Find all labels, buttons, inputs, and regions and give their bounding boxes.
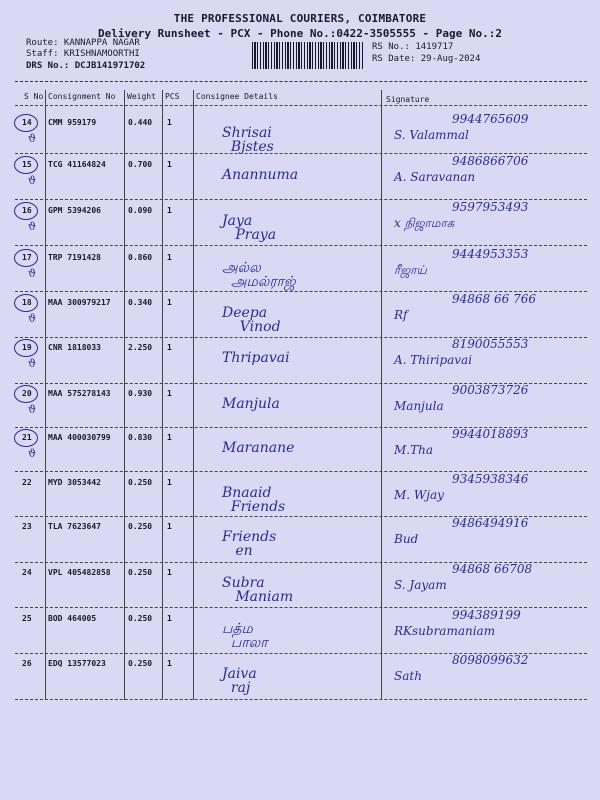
consignee-name: பத்ம பாலா <box>222 621 268 651</box>
signature: M. Wjay <box>394 488 444 502</box>
header-divider <box>15 81 587 82</box>
row-sno: 20 <box>22 389 32 398</box>
row-sno: 21 <box>22 433 32 442</box>
phone-number: 8190055553 <box>452 337 529 351</box>
row-weight: 0.340 <box>128 298 153 307</box>
signature: ரீஜாய் <box>394 263 427 277</box>
row-consignment-no: MAA 400030799 <box>48 433 111 442</box>
col-divider <box>45 90 46 700</box>
phone-number: 9003873726 <box>452 383 529 397</box>
row-consignment-no: CMM 959179 <box>48 118 97 127</box>
col-signature: Signature <box>386 95 430 104</box>
company-title: THE PROFESSIONAL COURIERS, COIMBATORE <box>173 12 427 25</box>
tick-mark: ϑ <box>28 267 36 280</box>
row-weight: 0.250 <box>128 478 153 487</box>
consignee-name: Manjula <box>222 396 280 412</box>
col-divider <box>193 90 194 700</box>
row-sno: 26 <box>22 659 32 668</box>
sno-circle-mark <box>14 339 38 357</box>
phone-number: 9345938346 <box>452 472 529 486</box>
phone-number: 9597953493 <box>452 200 529 214</box>
consignee-name: Anannuma <box>222 167 299 183</box>
signature: Sath <box>394 669 422 683</box>
row-weight: 0.700 <box>128 160 153 169</box>
consignee-name: Maranane <box>222 440 295 456</box>
row-consignment-no: GPM 5394206 <box>48 206 101 215</box>
row-consignment-no: MAA 300979217 <box>48 298 111 307</box>
row-weight: 0.440 <box>128 118 153 127</box>
row-pcs: 1 <box>167 614 172 623</box>
col-divider <box>162 90 163 700</box>
row-sno: 24 <box>22 568 32 577</box>
consignee-name: Shrisai Bjstes <box>222 125 274 155</box>
row-consignment-no: MAA 575278143 <box>48 389 111 398</box>
row-consignment-no: VPL 405482858 <box>48 568 111 577</box>
row-sno: 25 <box>22 614 32 623</box>
row-pcs: 1 <box>167 659 172 668</box>
phone-number: 9444953353 <box>452 247 529 261</box>
col-divider <box>124 90 125 700</box>
sno-circle-mark <box>14 385 38 403</box>
col-weight: Weight <box>127 92 156 101</box>
consignee-name: Bnaaid Friends <box>222 485 286 515</box>
row-pcs: 1 <box>167 389 172 398</box>
row-weight: 0.860 <box>128 253 153 262</box>
row-weight: 0.250 <box>128 568 153 577</box>
row-sno: 19 <box>22 343 32 352</box>
row-sno: 23 <box>22 522 32 531</box>
signature: RKsubramaniam <box>394 624 496 638</box>
sno-circle-mark <box>14 156 38 174</box>
consignee-name: Thripavai <box>222 350 290 366</box>
signature: Bud <box>394 532 419 546</box>
signature: Rf <box>394 308 408 322</box>
consignee-name: Jaya Praya <box>222 213 277 243</box>
row-pcs: 1 <box>167 433 172 442</box>
row-pcs: 1 <box>167 478 172 487</box>
row-pcs: 1 <box>167 160 172 169</box>
sno-circle-mark <box>14 294 38 312</box>
route-label: Route: KANNAPPA NAGAR <box>26 38 140 48</box>
row-pcs: 1 <box>167 118 172 127</box>
staff-label: Staff: KRISHNAMOORTHI <box>26 49 140 59</box>
row-weight: 0.250 <box>128 614 153 623</box>
phone-number: 9486494916 <box>452 516 529 530</box>
signature: Manjula <box>394 399 444 413</box>
row-sno: 22 <box>22 478 32 487</box>
sno-circle-mark <box>14 114 38 132</box>
row-weight: 0.830 <box>128 433 153 442</box>
row-divider <box>15 245 587 246</box>
consignee-name: அல்ல அமல்ராஜ் <box>222 260 296 290</box>
sno-circle-mark <box>14 249 38 267</box>
phone-number: 9486866706 <box>452 154 529 168</box>
row-sno: 14 <box>22 118 32 127</box>
row-pcs: 1 <box>167 343 172 352</box>
row-sno: 15 <box>22 160 32 169</box>
signature: S. Valammal <box>394 128 469 142</box>
sno-circle-mark <box>14 429 38 447</box>
consignee-name: Deepa Vinod <box>222 305 281 335</box>
tick-mark: ϑ <box>28 403 36 416</box>
row-consignment-no: CNR 1818033 <box>48 343 101 352</box>
consignee-name: Friends en <box>222 529 277 559</box>
row-consignment-no: TCG 41164824 <box>48 160 106 169</box>
row-weight: 0.250 <box>128 659 153 668</box>
row-weight: 0.930 <box>128 389 153 398</box>
signature: A. Saravanan <box>394 170 476 184</box>
sno-circle-mark <box>14 202 38 220</box>
row-consignment-no: MYD 3053442 <box>48 478 101 487</box>
row-consignment-no: TLA 7623647 <box>48 522 101 531</box>
phone-number: 94868 66708 <box>452 562 533 576</box>
row-consignment-no: EDQ 13577023 <box>48 659 106 668</box>
signature: A. Thiripavai <box>394 353 473 367</box>
row-weight: 0.250 <box>128 522 153 531</box>
consignee-name: Jaiva raj <box>222 666 257 696</box>
consignee-name: Subra Maniam <box>222 575 294 605</box>
phone-number: 94868 66 766 <box>452 292 536 306</box>
row-divider <box>15 699 587 700</box>
phone-number: 8098099632 <box>452 653 529 667</box>
rs-number: RS No.: 1419717 <box>372 42 454 52</box>
row-pcs: 1 <box>167 522 172 531</box>
col-sno: S No <box>24 92 44 101</box>
phone-number: 994389199 <box>452 608 521 622</box>
row-consignment-no: BOD 464005 <box>48 614 97 623</box>
tick-mark: ϑ <box>28 132 36 145</box>
signature: x நிஜாமாக <box>394 216 455 230</box>
row-pcs: 1 <box>167 206 172 215</box>
row-pcs: 1 <box>167 298 172 307</box>
tick-mark: ϑ <box>28 312 36 325</box>
barcode <box>252 42 364 69</box>
row-pcs: 1 <box>167 568 172 577</box>
col-pcs: PCS <box>165 92 180 101</box>
drs-label: DRS No.: DCJB141971702 <box>26 61 146 71</box>
signature: M.Tha <box>394 443 433 457</box>
row-weight: 0.090 <box>128 206 153 215</box>
row-sno: 18 <box>22 298 32 307</box>
tick-mark: ϑ <box>28 220 36 233</box>
col-consignee: Consignee Details <box>196 92 278 101</box>
signature: S. Jayam <box>394 578 447 592</box>
header-row-line <box>15 105 587 106</box>
col-divider <box>381 90 382 700</box>
phone-number: 9944018893 <box>452 427 529 441</box>
row-pcs: 1 <box>167 253 172 262</box>
tick-mark: ϑ <box>28 447 36 460</box>
runsheet-title: Delivery Runsheet - PCX - Phone No.:0422-3505555 - Page No.:2 <box>98 27 502 40</box>
rs-date: RS Date: 29-Aug-2024 <box>372 54 481 64</box>
tick-mark: ϑ <box>28 357 36 370</box>
row-sno: 16 <box>22 206 32 215</box>
tick-mark: ϑ <box>28 174 36 187</box>
col-consignment: Consignment No <box>48 92 116 101</box>
row-consignment-no: TRP 7191428 <box>48 253 101 262</box>
phone-number: 9944765609 <box>452 112 529 126</box>
row-sno: 17 <box>22 253 32 262</box>
row-weight: 2.250 <box>128 343 153 352</box>
